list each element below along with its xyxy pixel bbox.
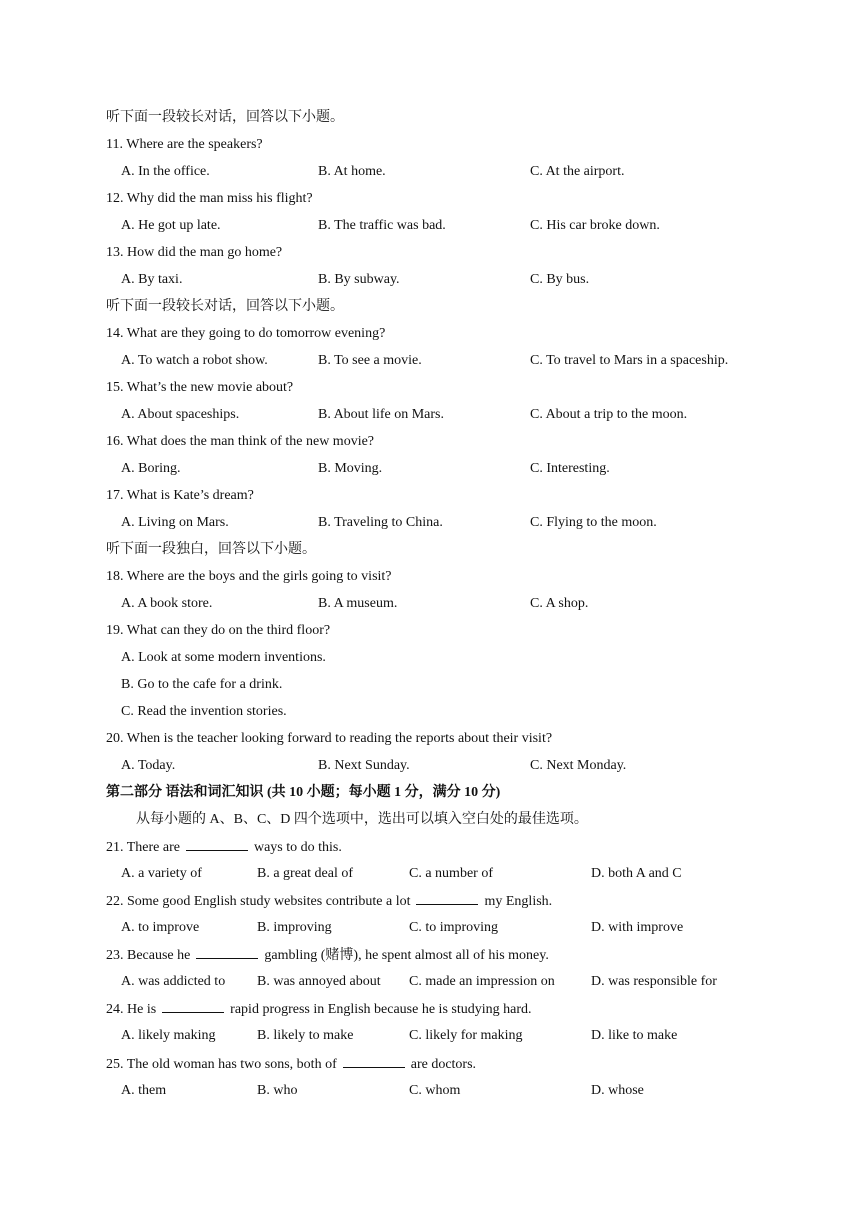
question-17-stem: 17. What is Kate’s dream?	[106, 488, 254, 503]
question-21-stem	[106, 837, 342, 857]
stem-text: are doctors.	[410, 1057, 477, 1072]
q17-option-a: A. Living on Mars.	[121, 515, 229, 530]
stem-text: 25. The old woman has two sons, both of	[106, 1057, 337, 1072]
question-13-stem: 13. How did the man go home?	[106, 245, 283, 260]
q25-option-d: D. whose	[591, 1083, 644, 1098]
section-instruction: 听下面一段较长对话，回答以下小题。	[106, 299, 344, 314]
q24-option-d: D. like to make	[591, 1028, 678, 1043]
q20-option-a: A. Today.	[121, 758, 176, 773]
section-heading: 第二部分 语法和词汇知识 (共 10 小题；每小题 1 分，满分 10 分)	[106, 785, 501, 800]
answer-blank	[416, 891, 478, 905]
stem-text: rapid progress in English because he is studying hard.	[230, 1002, 532, 1017]
q11-option-c: C. At the airport.	[530, 164, 625, 179]
q21-option-b: B. a great deal of	[257, 866, 354, 881]
stem-text: 23. Because he	[106, 948, 191, 963]
q17-option-c: C. Flying to the moon.	[530, 515, 657, 530]
question-18-stem: 18. Where are the boys and the girls going to visit?	[106, 569, 392, 584]
q16-option-a: A. Boring.	[121, 461, 181, 476]
q24-option-a: A. likely making	[121, 1028, 216, 1043]
q24-option-b: B. likely to make	[257, 1028, 354, 1043]
stem-text: my English.	[484, 894, 553, 909]
q14-option-c: C. To travel to Mars in a spaceship.	[530, 353, 729, 368]
q16-option-b: B. Moving.	[318, 461, 383, 476]
question-12-stem: 12. Why did the man miss his flight?	[106, 191, 313, 206]
question-23-stem	[106, 945, 549, 965]
q14-option-a: A. To watch a robot show.	[121, 353, 268, 368]
q15-option-b: B. About life on Mars.	[318, 407, 444, 422]
q13-option-c: C. By bus.	[530, 272, 590, 287]
question-24-stem	[106, 999, 532, 1019]
q18-option-c: C. A shop.	[530, 596, 589, 611]
section-instruction: 听下面一段独白，回答以下小题。	[106, 542, 316, 557]
q22-option-d: D. with improve	[591, 920, 684, 935]
q19-option-b: B. Go to the cafe for a drink.	[121, 677, 283, 692]
question-14-stem: 14. What are they going to do tomorrow evening?	[106, 326, 386, 341]
stem-text: 24. He is	[106, 1002, 157, 1017]
q25-option-a: A. them	[121, 1083, 167, 1098]
answer-blank	[186, 837, 248, 851]
q22-option-b: B. improving	[257, 920, 332, 935]
question-11-stem: 11. Where are the speakers?	[106, 137, 263, 152]
answer-blank	[343, 1054, 405, 1068]
q24-option-c: C. likely for making	[409, 1028, 523, 1043]
q13-option-b: B. By subway.	[318, 272, 400, 287]
q14-option-b: B. To see a movie.	[318, 353, 422, 368]
q21-option-a: A. a variety of	[121, 866, 202, 881]
q19-option-a: A. Look at some modern inventions.	[121, 650, 326, 665]
q12-option-a: A. He got up late.	[121, 218, 221, 233]
section-instruction: 从每小题的 A、B、C、D 四个选项中，选出可以填入空白处的最佳选项。	[136, 812, 588, 827]
question-15-stem: 15. What’s the new movie about?	[106, 380, 294, 395]
stem-text: 22. Some good English study websites contribute a lot	[106, 894, 411, 909]
question-16-stem: 16. What does the man think of the new movie?	[106, 434, 375, 449]
q23-option-b: B. was annoyed about	[257, 974, 381, 989]
q18-option-a: A. A book store.	[121, 596, 213, 611]
question-22-stem	[106, 891, 552, 911]
q20-option-c: C. Next Monday.	[530, 758, 627, 773]
q21-option-d: D. both A and C	[591, 866, 682, 881]
q13-option-a: A. By taxi.	[121, 272, 183, 287]
section-instruction: 听下面一段较长对话，回答以下小题。	[106, 110, 344, 125]
question-25-stem	[106, 1054, 476, 1074]
stem-text: gambling (赌博), he spent almost all of his money.	[264, 948, 549, 963]
question-19-stem: 19. What can they do on the third floor?	[106, 623, 331, 638]
q21-option-c: C. a number of	[409, 866, 493, 881]
q25-option-b: B. who	[257, 1083, 298, 1098]
q23-option-a: A. was addicted to	[121, 974, 226, 989]
q11-option-a: A. In the office.	[121, 164, 210, 179]
stem-text: 21. There are	[106, 840, 180, 855]
q11-option-b: B. At home.	[318, 164, 386, 179]
q16-option-c: C. Interesting.	[530, 461, 610, 476]
q20-option-b: B. Next Sunday.	[318, 758, 410, 773]
answer-blank	[162, 999, 224, 1013]
q15-option-a: A. About spaceships.	[121, 407, 240, 422]
question-20-stem: 20. When is the teacher looking forward to reading the reports about their visit?	[106, 731, 553, 746]
q22-option-a: A. to improve	[121, 920, 200, 935]
q22-option-c: C. to improving	[409, 920, 499, 935]
q15-option-c: C. About a trip to the moon.	[530, 407, 688, 422]
q12-option-c: C. His car broke down.	[530, 218, 660, 233]
q18-option-b: B. A museum.	[318, 596, 398, 611]
q17-option-b: B. Traveling to China.	[318, 515, 443, 530]
q23-option-c: C. made an impression on	[409, 974, 555, 989]
answer-blank	[196, 945, 258, 959]
q25-option-c: C. whom	[409, 1083, 461, 1098]
stem-text: ways to do this.	[253, 840, 342, 855]
q12-option-b: B. The traffic was bad.	[318, 218, 446, 233]
q19-option-c: C. Read the invention stories.	[121, 704, 287, 719]
q23-option-d: D. was responsible for	[591, 974, 717, 989]
